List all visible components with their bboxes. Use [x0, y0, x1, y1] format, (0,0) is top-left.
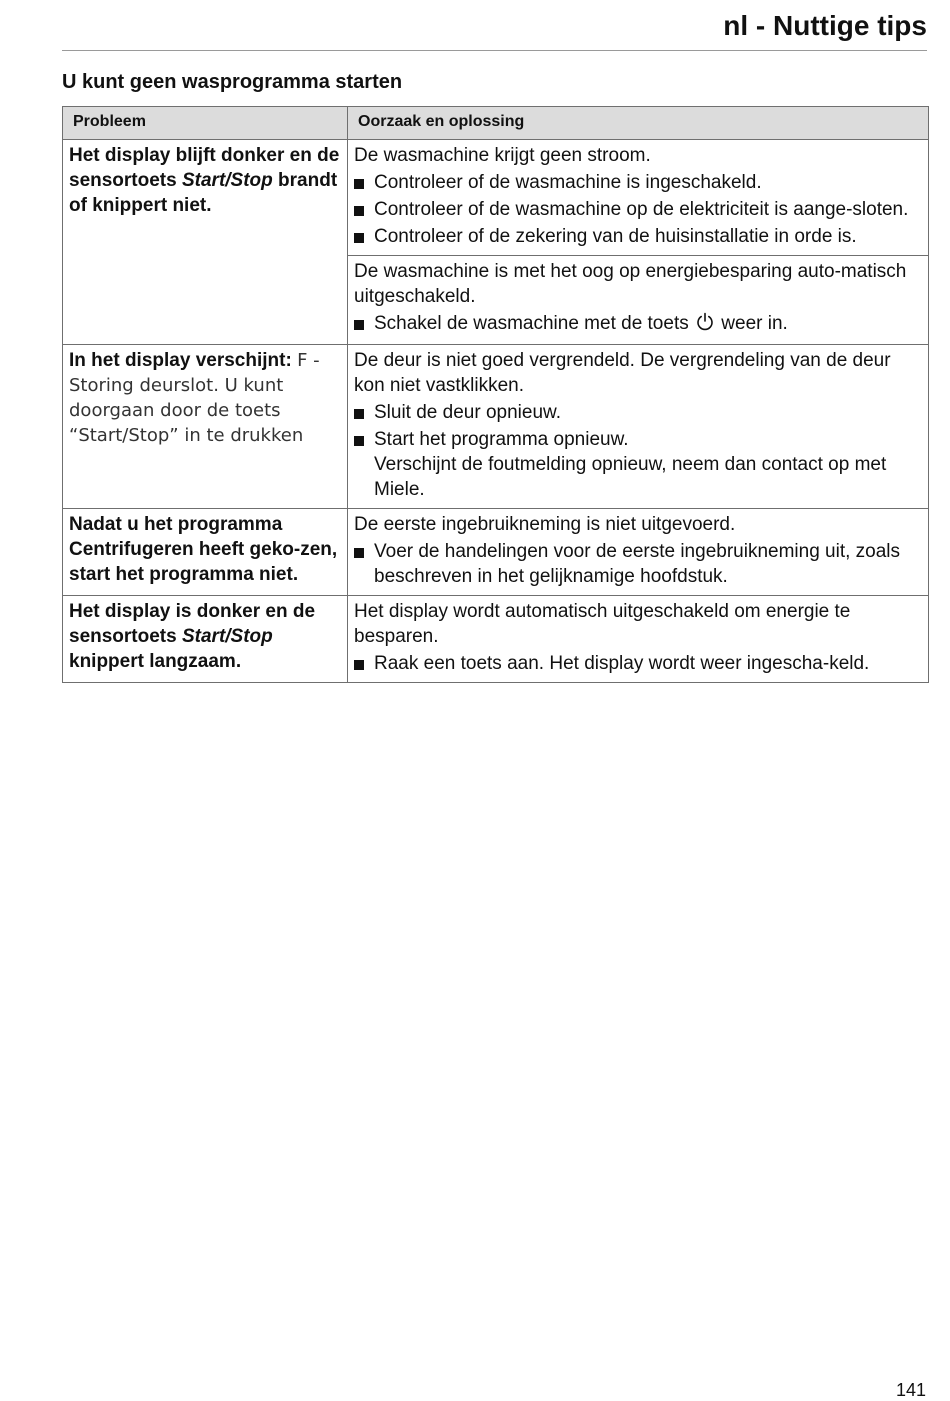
start-stop-key-name: Start/Stop [181, 626, 273, 647]
problem-text: knippert langzaam. [69, 651, 242, 672]
section-title: U kunt geen wasprogramma starten [62, 71, 403, 93]
troubleshooting-table [62, 106, 929, 683]
problem-cell: Nadat u het programma Centrifugeren heeft geko-zen, start het programma niet. [63, 509, 348, 596]
solution-bullet: Controleer of de zekering van de huisinstallatie in orde is. [354, 224, 922, 249]
problem-cell [63, 345, 348, 509]
solution-text: weer in. [721, 313, 788, 334]
table-row [63, 140, 929, 256]
cause-text: De wasmachine is met het oog op energiebesparing auto-matisch uitgeschakeld. [354, 261, 907, 307]
solution-bullet: Controleer of de wasmachine op de elektriciteit is aange-sloten. [354, 197, 922, 222]
problem-cell [63, 596, 348, 683]
table-header-row [63, 107, 929, 140]
cause-text: De eerste ingebruikneming is niet uitgevoerd. [354, 514, 736, 535]
solution-bullet [354, 311, 922, 338]
table-row [63, 509, 929, 596]
solution-bullet: Raak een toets aan. Het display wordt weer ingescha-keld. [354, 651, 922, 676]
problem-text: Het display blijft donker en de sensortoets [69, 145, 340, 191]
problem-label: In het display verschijnt: [69, 350, 292, 371]
problem-text: brandt of knippert niet. [69, 170, 338, 216]
cause-text: Het display wordt automatisch uitgeschakeld om energie te besparen. [354, 601, 851, 647]
solution-bullet: Controleer of de wasmachine is ingeschakeld. [354, 170, 922, 195]
cause-text: De wasmachine krijgt geen stroom. [354, 145, 651, 166]
cause-text: De deur is niet goed vergrendeld. De vergrendeling van de deur kon niet vastklikken. [354, 350, 891, 396]
solution-text: Schakel de wasmachine met de toets [374, 313, 689, 334]
cause-cell [348, 140, 929, 256]
cause-cell [348, 596, 929, 683]
problem-text: Het display is donker en de sensortoets [69, 601, 316, 647]
table-row [63, 345, 929, 509]
solution-bullet: Start het programma opnieuw. [354, 427, 922, 452]
header-divider [62, 50, 927, 51]
table-row [63, 596, 929, 683]
page-header-title: nl - Nuttige tips [723, 10, 927, 41]
solution-bullet: Sluit de deur opnieuw. [354, 400, 922, 425]
start-stop-key-name: Start/Stop [181, 170, 273, 191]
cause-cell [348, 345, 929, 509]
page-number: 141 [895, 1380, 926, 1400]
solution-continuation: Verschijnt de foutmelding opnieuw, neem dan contact op met Miele. [374, 454, 887, 500]
display-message: F -Storing deurslot. U kunt doorgaan door de toets “Start/Stop” in te drukken [69, 350, 320, 446]
solution-bullet: Voer de handelingen voor de eerste ingebruikneming uit, zoals beschreven in het gelijknamige hoofdstuk. [354, 539, 922, 589]
problem-cell [63, 140, 348, 345]
column-header-problem: Probleem [63, 107, 348, 140]
power-icon [696, 312, 714, 338]
cause-cell [348, 256, 929, 345]
cause-cell [348, 509, 929, 596]
column-header-cause: Oorzaak en oplossing [348, 107, 929, 140]
